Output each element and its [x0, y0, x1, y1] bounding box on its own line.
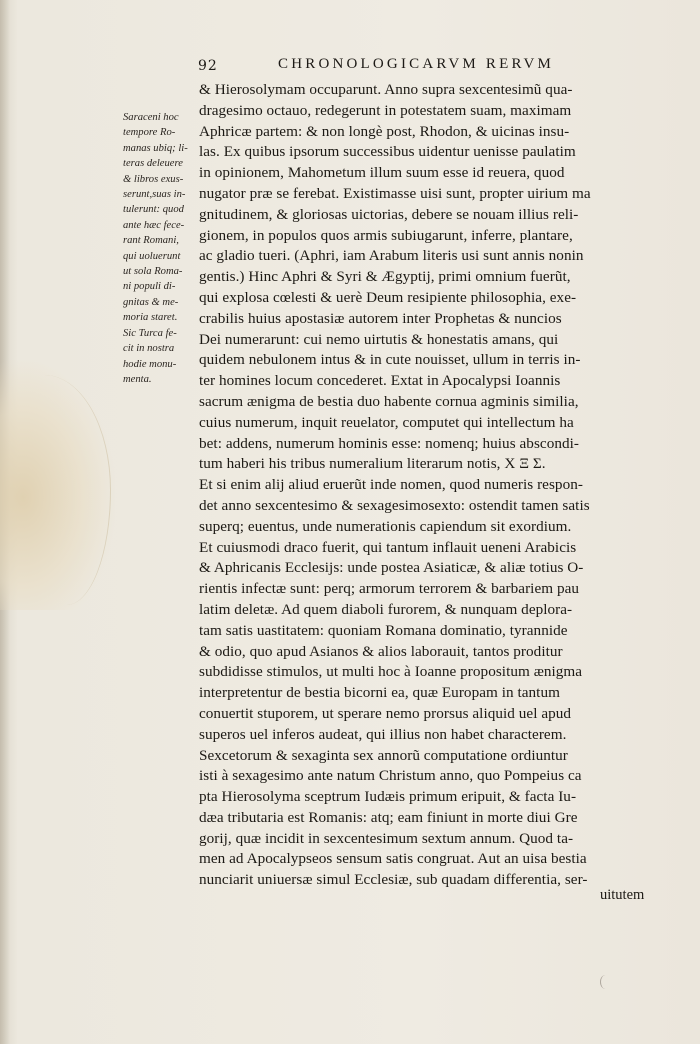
text-line: quidem nebulonem intus & in cute nouisset, ullum in terris in-: [199, 351, 581, 369]
text-line: isti à sexagesimo ante natum Christum anno, quo Pompeius ca: [199, 767, 582, 785]
margin-line: Sic Turca fe-: [123, 327, 177, 339]
text-line: dragesimo octauo, redegerunt in potestatem suam, maximam: [199, 101, 572, 119]
text-line: in opinionem, Mahometum illum suum esse id reuera, quod: [199, 164, 565, 182]
running-head: CHRONOLOGICARVM RERVM: [278, 56, 555, 72]
text-line: bet: addens, numerum hominis esse: nomenq; huius abscondi-: [199, 434, 579, 452]
text-line: Et si enim alij aliud eruerũt inde nomen, quod numeris respon-: [199, 476, 583, 494]
margin-line: ut sola Roma-: [123, 266, 183, 278]
margin-line: qui uoluerunt: [123, 250, 181, 262]
text-line: men ad Apocalypseos sensum satis congruat. Aut an uisa bestia: [199, 850, 587, 868]
text-line: superq; euentus, unde numerationis capiendum sit exordium.: [199, 517, 572, 535]
text-line: interpretentur de bestia bicorni ea, quæ Europam in tantum: [199, 684, 560, 702]
text-line: ter homines locum concederet. Extat in Apocalypsi Ioannis: [199, 372, 561, 390]
margin-line: Saraceni hoc: [123, 112, 179, 123]
text-line: las. Ex quibus ipsorum successibus uidentur uenisse paulatim: [199, 143, 576, 161]
text-line: Dei numerarunt: cui nemo uirtutis & honestatis amans, qui: [199, 330, 559, 348]
text-line: & Hierosolymam occuparunt. Anno supra sexcentesimũ qua-: [199, 81, 573, 98]
margin-line: serunt,suas in-: [123, 189, 186, 201]
text-line: sacrum ænigma de bestia duo habente cornua agminis similia,: [199, 392, 579, 410]
text-line: qui explosa cœlesti & uerè Deum resipiente philosophia, exe-: [199, 288, 577, 306]
text-line: gnitudinem, & gloriosas uictorias, debere se nouam illius reli-: [199, 205, 579, 223]
catchword: uitutem: [600, 887, 645, 903]
margin-line: cit in nostra: [123, 343, 175, 355]
text-line: pta Hierosolyma sceptrum Iudæis primum eripuit, & facta Iu-: [199, 788, 577, 806]
text-line: det anno sexcentesimo & sexagesimosexto: ostendit tamen satis: [199, 496, 590, 514]
main-text-column: [199, 80, 663, 891]
text-line: Et cuiusmodi draco fuerit, qui tantum inflauit ueneni Arabicis: [199, 538, 577, 556]
text-line: superos uel inferos audeat, qui illius non habet characterem.: [199, 725, 567, 743]
margin-line: teras deleuere: [123, 158, 183, 170]
text-line: crabilis huius apostasiæ autorem inter Prophetas & nuncios: [199, 309, 562, 327]
text-line: & odio, quo apud Asianos & alios laborauit, tantos proditur: [199, 642, 563, 660]
paper-mark: [600, 975, 611, 989]
water-stain: [0, 360, 115, 610]
text-line: cuius numerum, inquit reuelator, computet qui intellectum ha: [199, 413, 574, 431]
text-line: conuertit stuporem, ut sperare nemo prorsus aliquid uel apud: [199, 704, 572, 722]
margin-line: gnitas & me-: [123, 296, 179, 308]
binding-shadow: [0, 0, 10, 1044]
margin-line: & libros exus-: [123, 173, 184, 185]
margin-line: hodie monu-: [123, 358, 177, 370]
page-header: [198, 54, 618, 78]
water-stain-edge: [0, 375, 111, 605]
text-line: nunciarit uniuersæ simul Ecclesiæ, sub quadam differentia, ser-: [199, 871, 588, 889]
margin-line: ni populi di-: [123, 281, 176, 293]
page-number: 92: [198, 58, 218, 74]
text-line: gionem, in populos quos armis subiugarunt, inferre, plantare,: [199, 226, 573, 244]
text-line: Sexcetorum & sexaginta sex annorũ computatione ordiuntur: [199, 746, 568, 764]
text-line: tam satis uastitatem: quoniam Romana dominatio, tyrannide: [199, 621, 568, 639]
text-line: gentis.) Hinc Aphri & Syri & Ægyptij, primi omnium fuerũt,: [199, 268, 571, 286]
margin-line: tempore Ro-: [123, 127, 176, 139]
text-line: subdidisse stimulos, ut multi hoc à Ioanne propositum ænigma: [199, 663, 583, 681]
text-line: Aphricæ partem: & non longè post, Rhodon, & uicinas insu-: [199, 122, 570, 140]
text-line: & Aphricanis Ecclesijs: unde postea Asiaticæ, & aliæ totius O-: [199, 559, 584, 577]
text-line: latim deletæ. Ad quem diaboli furorem, & nunquam deplora-: [199, 600, 573, 618]
margin-line: moria staret.: [123, 312, 178, 324]
text-line: nugator præ se ferebat. Existimasse uisi sunt, propter uirium ma: [199, 184, 591, 202]
margin-line: manas ubiq; li-: [123, 142, 188, 154]
margin-line: tulerunt: quod: [123, 204, 184, 216]
margin-line: menta.: [123, 373, 152, 385]
text-line: dæa tributaria est Romanis: atq; eam finiunt in morte diui Gre: [199, 808, 578, 826]
text-line: tum haberi his tribus numeralium literarum notis, Χ Ξ Σ.: [199, 455, 546, 473]
text-line: rientis infectæ sunt: perq; armorum terrorem & barbariem pau: [199, 580, 580, 598]
marginal-note: [123, 110, 199, 387]
margin-line: rant Romani,: [123, 235, 179, 247]
margin-line: ante hæc fece-: [123, 219, 185, 231]
text-line: gorij, quæ incidit in sexcentesimum sextum annum. Quod ta-: [199, 829, 574, 847]
text-line: ac gladio tueri. (Aphri, iam Arabum literis usi sunt annis nonin: [199, 247, 584, 265]
